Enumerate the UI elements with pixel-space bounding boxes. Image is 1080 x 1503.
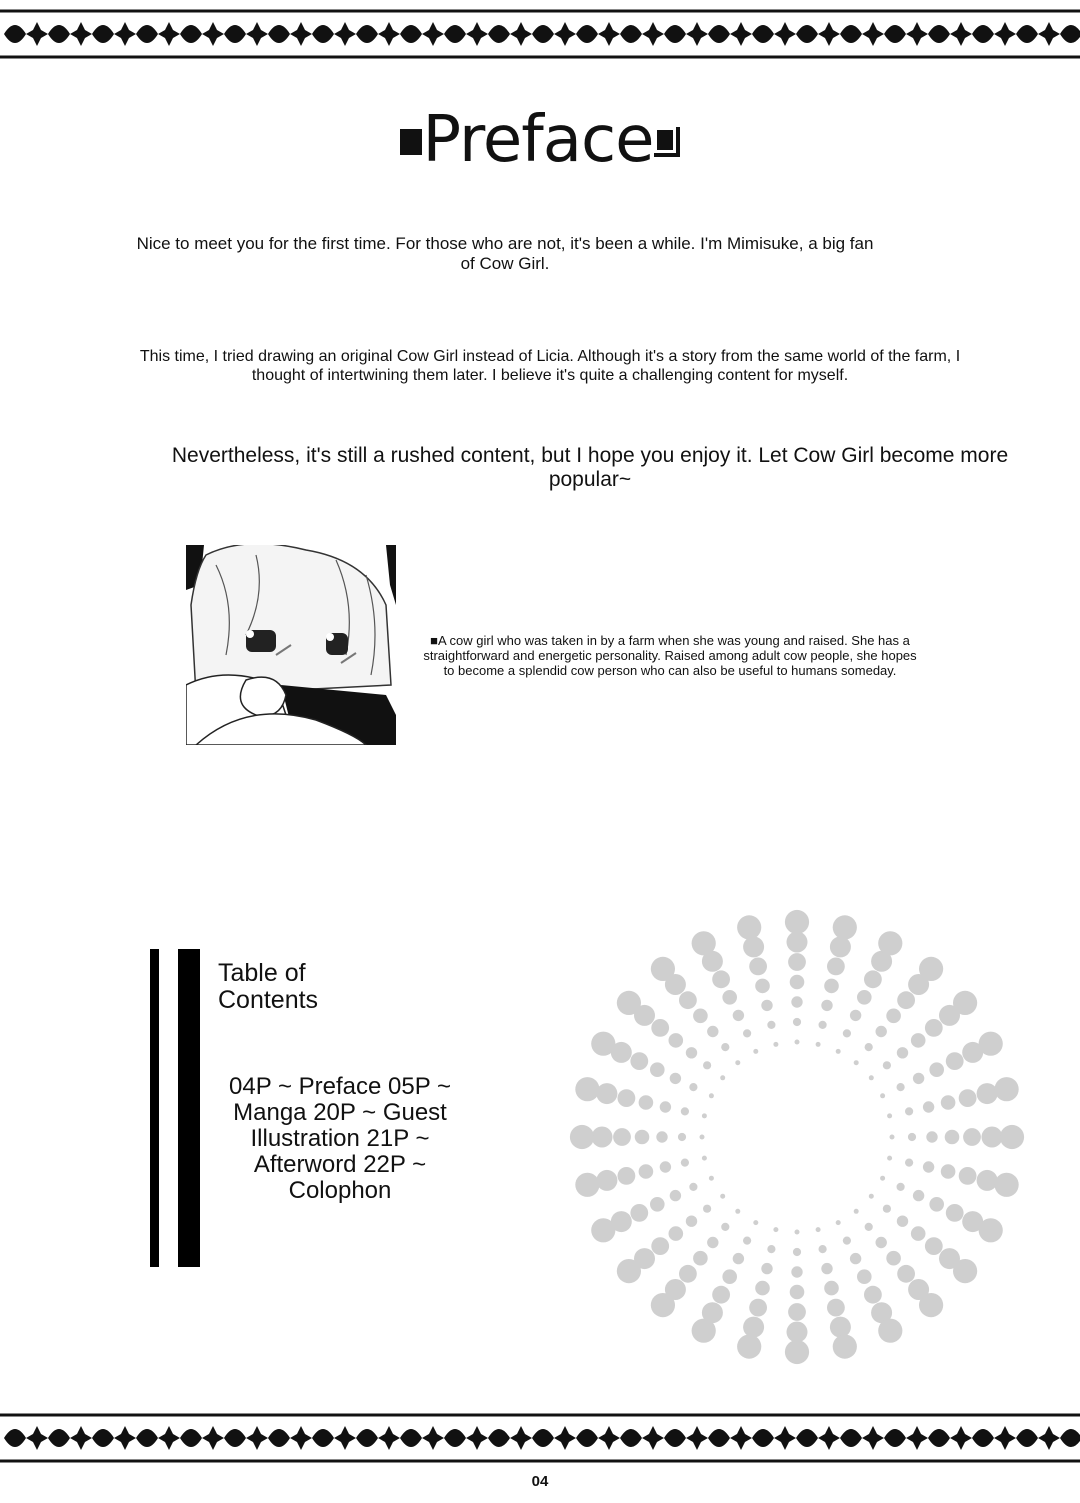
burst-dot bbox=[911, 1226, 926, 1241]
burst-dot bbox=[635, 1130, 650, 1145]
chain-star bbox=[774, 1426, 796, 1450]
burst-dot bbox=[767, 1021, 775, 1029]
chain-star bbox=[730, 22, 752, 46]
chain-star bbox=[554, 22, 576, 46]
chain-star bbox=[378, 22, 400, 46]
burst-dot bbox=[709, 1176, 714, 1181]
burst-dot bbox=[737, 1335, 761, 1359]
chain-pattern bbox=[4, 22, 1080, 46]
burst-dot bbox=[945, 1130, 960, 1145]
chain-link bbox=[664, 25, 686, 43]
burst-dot bbox=[681, 1107, 689, 1115]
burst-dot bbox=[570, 1125, 594, 1149]
burst-dot bbox=[693, 1009, 708, 1024]
burst-dot bbox=[926, 1131, 937, 1142]
burst-dot bbox=[630, 1052, 648, 1070]
burst-dot bbox=[821, 1000, 832, 1011]
burst-dot bbox=[929, 1062, 944, 1077]
burst-dot bbox=[617, 1259, 641, 1283]
burst-dot bbox=[773, 1227, 778, 1232]
burst-dot bbox=[878, 931, 902, 955]
burst-dot bbox=[767, 1245, 775, 1253]
chain-link bbox=[972, 1429, 994, 1447]
burst-dot bbox=[923, 1161, 934, 1172]
burst-dot bbox=[785, 910, 809, 934]
chain-star bbox=[378, 1426, 400, 1450]
burst-dot bbox=[650, 1197, 665, 1212]
burst-dot bbox=[651, 1293, 675, 1317]
burst-dot bbox=[905, 1159, 913, 1167]
burst-dot bbox=[791, 996, 802, 1007]
chain-link bbox=[840, 1429, 862, 1447]
chain-star bbox=[114, 22, 136, 46]
burst-dot bbox=[897, 991, 915, 1009]
burst-dot bbox=[843, 1029, 851, 1037]
chain-star bbox=[862, 1426, 884, 1450]
burst-dot bbox=[827, 1299, 845, 1317]
burst-dot bbox=[880, 1093, 885, 1098]
burst-dot bbox=[790, 975, 805, 990]
burst-dot bbox=[753, 1220, 758, 1225]
burst-dot bbox=[669, 1226, 684, 1241]
chain-star bbox=[598, 22, 620, 46]
burst-dot bbox=[830, 936, 851, 957]
burst-dot bbox=[651, 1237, 669, 1255]
dot-burst-decoration bbox=[560, 905, 1035, 1370]
chain-link bbox=[620, 1429, 642, 1447]
burst-dot bbox=[755, 979, 770, 994]
chain-link bbox=[884, 1429, 906, 1447]
chain-link bbox=[48, 25, 70, 43]
chain-star bbox=[906, 22, 928, 46]
burst-dot bbox=[953, 991, 977, 1015]
burst-dot bbox=[790, 1285, 805, 1300]
toc-divider-thick bbox=[178, 949, 200, 1267]
burst-dot bbox=[650, 1062, 665, 1077]
burst-dot bbox=[850, 1010, 861, 1021]
burst-dot bbox=[735, 1060, 740, 1065]
burst-dot bbox=[793, 1018, 801, 1026]
burst-dot bbox=[795, 1230, 800, 1235]
burst-dot bbox=[897, 1047, 908, 1058]
chain-link bbox=[532, 1429, 554, 1447]
chain-star bbox=[994, 22, 1016, 46]
burst-dot bbox=[905, 1107, 913, 1115]
chain-star bbox=[1038, 1426, 1060, 1450]
chain-star bbox=[466, 1426, 488, 1450]
chain-link bbox=[796, 1429, 818, 1447]
chain-star bbox=[158, 22, 180, 46]
burst-dot bbox=[979, 1218, 1003, 1242]
burst-dot bbox=[788, 953, 806, 971]
burst-dot bbox=[749, 958, 767, 976]
burst-dot bbox=[865, 1223, 873, 1231]
burst-dot bbox=[897, 1216, 908, 1227]
burst-dot bbox=[773, 1042, 778, 1047]
page-number: 04 bbox=[531, 1473, 549, 1490]
chain-star bbox=[1038, 22, 1060, 46]
burst-dot bbox=[883, 1061, 891, 1069]
chain-star bbox=[202, 22, 224, 46]
chain-pattern bbox=[4, 1426, 1080, 1450]
chain-link bbox=[928, 25, 950, 43]
chain-link bbox=[1016, 25, 1038, 43]
closing-paragraph: Nevertheless, it's still a rushed content, but I hope you enjoy it. Let Cow Girl become more popular~ bbox=[171, 444, 1009, 491]
chain-star bbox=[334, 1426, 356, 1450]
burst-dot bbox=[678, 1133, 686, 1141]
burst-dot bbox=[854, 1209, 859, 1214]
chain-star bbox=[818, 1426, 840, 1450]
burst-dot bbox=[692, 1319, 716, 1343]
burst-dot bbox=[843, 1237, 851, 1245]
burst-dot bbox=[591, 1218, 615, 1242]
burst-dot bbox=[656, 1131, 667, 1142]
burst-dot bbox=[876, 1237, 887, 1248]
burst-dot bbox=[743, 1029, 751, 1037]
burst-dot bbox=[720, 1194, 725, 1199]
chain-link bbox=[224, 25, 246, 43]
chain-star bbox=[510, 1426, 532, 1450]
chain-link bbox=[972, 25, 994, 43]
burst-dot bbox=[787, 1322, 808, 1343]
burst-dot bbox=[689, 1083, 697, 1091]
burst-dot bbox=[864, 970, 882, 988]
burst-dot bbox=[613, 1128, 631, 1146]
burst-dot bbox=[712, 1286, 730, 1304]
chain-link bbox=[92, 1429, 114, 1447]
chain-link bbox=[664, 1429, 686, 1447]
chain-link bbox=[268, 1429, 290, 1447]
burst-dot bbox=[941, 1164, 956, 1179]
chain-link bbox=[4, 25, 26, 43]
chain-star bbox=[642, 22, 664, 46]
burst-dot bbox=[743, 1317, 764, 1338]
chain-link bbox=[488, 1429, 510, 1447]
chain-link bbox=[180, 25, 202, 43]
toc-divider-thin bbox=[150, 949, 159, 1267]
decorative-border-top bbox=[0, 8, 1080, 60]
burst-dot bbox=[963, 1128, 981, 1146]
burst-dot bbox=[923, 1101, 934, 1112]
burst-dot bbox=[941, 1095, 956, 1110]
burst-dot bbox=[864, 1286, 882, 1304]
burst-dot bbox=[618, 1089, 636, 1107]
chain-link bbox=[796, 25, 818, 43]
chain-link bbox=[136, 1429, 158, 1447]
chain-star bbox=[598, 1426, 620, 1450]
toc-heading: Table of Contents bbox=[218, 959, 319, 1014]
burst-dot bbox=[878, 1319, 902, 1343]
toc-entries: 04P ~ Preface 05P ~ Manga 20P ~ Guest Illustration 21P ~ Afterword 22P ~ Colophon bbox=[229, 1073, 451, 1204]
chain-link bbox=[752, 1429, 774, 1447]
burst-dot bbox=[793, 1248, 801, 1256]
burst-dot bbox=[911, 1033, 926, 1048]
burst-dot bbox=[925, 1019, 943, 1037]
chain-link bbox=[224, 1429, 246, 1447]
burst-dot bbox=[857, 1269, 872, 1284]
chain-star bbox=[862, 22, 884, 46]
chain-link bbox=[532, 25, 554, 43]
chain-link bbox=[928, 1429, 950, 1447]
chain-star bbox=[422, 1426, 444, 1450]
burst-dot bbox=[886, 1251, 901, 1266]
burst-dot bbox=[737, 915, 761, 939]
burst-dot bbox=[880, 1176, 885, 1181]
burst-dot bbox=[596, 1170, 617, 1191]
burst-dot bbox=[721, 1223, 729, 1231]
chain-link bbox=[708, 1429, 730, 1447]
chain-star bbox=[114, 1426, 136, 1450]
burst-dot bbox=[791, 1266, 802, 1277]
chain-star bbox=[730, 1426, 752, 1450]
burst-dot bbox=[651, 1019, 669, 1037]
chain-star bbox=[466, 22, 488, 46]
chain-star bbox=[774, 22, 796, 46]
burst-dot bbox=[850, 1253, 861, 1264]
burst-dot bbox=[679, 1265, 697, 1283]
burst-dot bbox=[689, 1183, 697, 1191]
burst-dot bbox=[827, 958, 845, 976]
chain-link bbox=[312, 1429, 334, 1447]
burst-dot bbox=[670, 1073, 681, 1084]
square-bullet-icon bbox=[654, 127, 680, 157]
burst-dot bbox=[819, 1021, 827, 1029]
chain-star bbox=[950, 22, 972, 46]
burst-dot bbox=[617, 991, 641, 1015]
chain-star bbox=[994, 1426, 1016, 1450]
burst-dot bbox=[929, 1197, 944, 1212]
burst-dot bbox=[703, 1061, 711, 1069]
burst-dot bbox=[897, 1183, 905, 1191]
chain-link bbox=[1060, 1429, 1080, 1447]
burst-dot bbox=[787, 932, 808, 953]
square-bullet-icon bbox=[400, 129, 422, 155]
burst-dot bbox=[824, 979, 839, 994]
chain-link bbox=[884, 25, 906, 43]
burst-dot bbox=[761, 1263, 772, 1274]
burst-dot bbox=[977, 1170, 998, 1191]
burst-dot bbox=[743, 1237, 751, 1245]
burst-dot bbox=[995, 1077, 1019, 1101]
chain-star bbox=[818, 22, 840, 46]
story-paragraph: This time, I tried drawing an original Cow Girl instead of Licia. Although it's a story from the same world of the farm, I thought of intertwining them later. I believe it's quite a challenging content for myself. bbox=[139, 348, 961, 384]
burst-dot bbox=[819, 1245, 827, 1253]
chain-link bbox=[444, 25, 466, 43]
chain-link bbox=[444, 1429, 466, 1447]
burst-dot bbox=[887, 1156, 892, 1161]
chain-star bbox=[950, 1426, 972, 1450]
chain-link bbox=[620, 25, 642, 43]
burst-dot bbox=[721, 1043, 729, 1051]
burst-dot bbox=[670, 1190, 681, 1201]
burst-dot bbox=[977, 1083, 998, 1104]
burst-dot bbox=[821, 1263, 832, 1274]
burst-dot bbox=[749, 1299, 767, 1317]
burst-dot bbox=[733, 1253, 744, 1264]
burst-dot bbox=[869, 1194, 874, 1199]
burst-dot bbox=[639, 1164, 654, 1179]
burst-dot bbox=[575, 1077, 599, 1101]
chain-star bbox=[70, 1426, 92, 1450]
character-note: ■A cow girl who was taken in by a farm when she was young and raised. She has a straightforward and energetic personality. Raised among adult cow people, she hopes to become a splendid cow person who can also be useful to humans someday. bbox=[423, 633, 917, 678]
burst-dot bbox=[869, 1075, 874, 1080]
title-text: Preface bbox=[422, 103, 654, 177]
burst-dot bbox=[908, 1133, 916, 1141]
burst-dot bbox=[919, 1293, 943, 1317]
burst-dot bbox=[709, 1093, 714, 1098]
burst-dot bbox=[720, 1075, 725, 1080]
chain-star bbox=[686, 22, 708, 46]
burst-dot bbox=[995, 1173, 1019, 1197]
chain-star bbox=[26, 1426, 48, 1450]
burst-dot bbox=[946, 1204, 964, 1222]
burst-dot bbox=[700, 1135, 705, 1140]
burst-dot bbox=[946, 1052, 964, 1070]
burst-dot bbox=[1000, 1125, 1024, 1149]
burst-dot bbox=[743, 936, 764, 957]
chain-link bbox=[488, 25, 510, 43]
chain-link bbox=[752, 25, 774, 43]
burst-dot bbox=[833, 1335, 857, 1359]
burst-dot bbox=[836, 1220, 841, 1225]
chain-link bbox=[356, 1429, 378, 1447]
burst-dot bbox=[735, 1209, 740, 1214]
chain-star bbox=[510, 22, 532, 46]
burst-dot bbox=[795, 1040, 800, 1045]
burst-dot bbox=[707, 1237, 718, 1248]
burst-dot bbox=[897, 1083, 905, 1091]
burst-dot bbox=[857, 990, 872, 1005]
chain-link bbox=[356, 25, 378, 43]
burst-dot bbox=[876, 1026, 887, 1037]
chain-star bbox=[554, 1426, 576, 1450]
burst-dot bbox=[785, 1340, 809, 1364]
chain-link bbox=[180, 1429, 202, 1447]
chain-link bbox=[4, 1429, 26, 1447]
burst-dot bbox=[865, 1043, 873, 1051]
chain-star bbox=[642, 1426, 664, 1450]
burst-dot bbox=[618, 1167, 636, 1185]
chain-star bbox=[202, 1426, 224, 1450]
burst-dot bbox=[959, 1089, 977, 1107]
chain-star bbox=[246, 1426, 268, 1450]
chain-star bbox=[422, 22, 444, 46]
burst-dot bbox=[686, 1047, 697, 1058]
burst-dot bbox=[959, 1167, 977, 1185]
burst-dot bbox=[651, 957, 675, 981]
burst-dot bbox=[592, 1127, 613, 1148]
chain-link bbox=[1016, 1429, 1038, 1447]
burst-dot bbox=[703, 1205, 711, 1213]
chain-star bbox=[290, 22, 312, 46]
chain-link bbox=[708, 25, 730, 43]
burst-dot bbox=[660, 1101, 671, 1112]
burst-dot bbox=[883, 1205, 891, 1213]
burst-dot bbox=[854, 1060, 859, 1065]
burst-dot bbox=[575, 1173, 599, 1197]
burst-dot bbox=[686, 1216, 697, 1227]
chain-link bbox=[400, 1429, 422, 1447]
burst-dot bbox=[591, 1032, 615, 1056]
burst-dot bbox=[979, 1032, 1003, 1056]
chain-star bbox=[906, 1426, 928, 1450]
burst-dot bbox=[692, 931, 716, 955]
burst-dot bbox=[681, 1159, 689, 1167]
burst-dot bbox=[925, 1237, 943, 1255]
burst-dot bbox=[761, 1000, 772, 1011]
burst-dot bbox=[596, 1083, 617, 1104]
burst-dot bbox=[722, 1269, 737, 1284]
burst-dot bbox=[712, 970, 730, 988]
chain-link bbox=[136, 25, 158, 43]
decorative-border-bottom bbox=[0, 1412, 1080, 1464]
chain-star bbox=[158, 1426, 180, 1450]
burst-dot bbox=[833, 915, 857, 939]
burst-dot bbox=[660, 1161, 671, 1172]
burst-dot bbox=[824, 1281, 839, 1296]
burst-dot bbox=[753, 1049, 758, 1054]
page-title bbox=[0, 103, 1080, 177]
burst-dot bbox=[830, 1317, 851, 1338]
chain-link bbox=[92, 25, 114, 43]
burst-dot bbox=[913, 1190, 924, 1201]
burst-dot bbox=[669, 1033, 684, 1048]
chain-star bbox=[26, 22, 48, 46]
chain-link bbox=[48, 1429, 70, 1447]
burst-dot bbox=[707, 1026, 718, 1037]
burst-dot bbox=[702, 1156, 707, 1161]
burst-dot bbox=[679, 991, 697, 1009]
chain-link bbox=[1060, 25, 1080, 43]
burst-dot bbox=[788, 1303, 806, 1321]
burst-dot bbox=[722, 990, 737, 1005]
burst-dot bbox=[630, 1204, 648, 1222]
character-illustration bbox=[186, 545, 396, 745]
burst-dot bbox=[755, 1281, 770, 1296]
chain-link bbox=[400, 25, 422, 43]
burst-dot bbox=[887, 1113, 892, 1118]
burst-dot bbox=[886, 1009, 901, 1024]
burst-dot bbox=[693, 1251, 708, 1266]
chain-link bbox=[576, 25, 598, 43]
burst-dot bbox=[890, 1135, 895, 1140]
burst-dot bbox=[733, 1010, 744, 1021]
burst-dot bbox=[816, 1227, 821, 1232]
chain-star bbox=[334, 22, 356, 46]
burst-dot bbox=[639, 1095, 654, 1110]
chain-link bbox=[840, 25, 862, 43]
burst-dot bbox=[953, 1259, 977, 1283]
burst-dot bbox=[897, 1265, 915, 1283]
chain-star bbox=[290, 1426, 312, 1450]
chain-star bbox=[70, 22, 92, 46]
chain-star bbox=[686, 1426, 708, 1450]
intro-paragraph: Nice to meet you for the first time. For those who are not, it's been a while. I'm Mimisuke, a big fan of Cow Girl. bbox=[136, 234, 874, 273]
chain-link bbox=[312, 25, 334, 43]
burst-dot bbox=[816, 1042, 821, 1047]
burst-dot bbox=[919, 957, 943, 981]
burst-dot bbox=[836, 1049, 841, 1054]
burst-dot bbox=[982, 1127, 1003, 1148]
burst-dot bbox=[913, 1073, 924, 1084]
chain-link bbox=[268, 25, 290, 43]
burst-dot bbox=[702, 1113, 707, 1118]
chain-link bbox=[576, 1429, 598, 1447]
chain-star bbox=[246, 22, 268, 46]
